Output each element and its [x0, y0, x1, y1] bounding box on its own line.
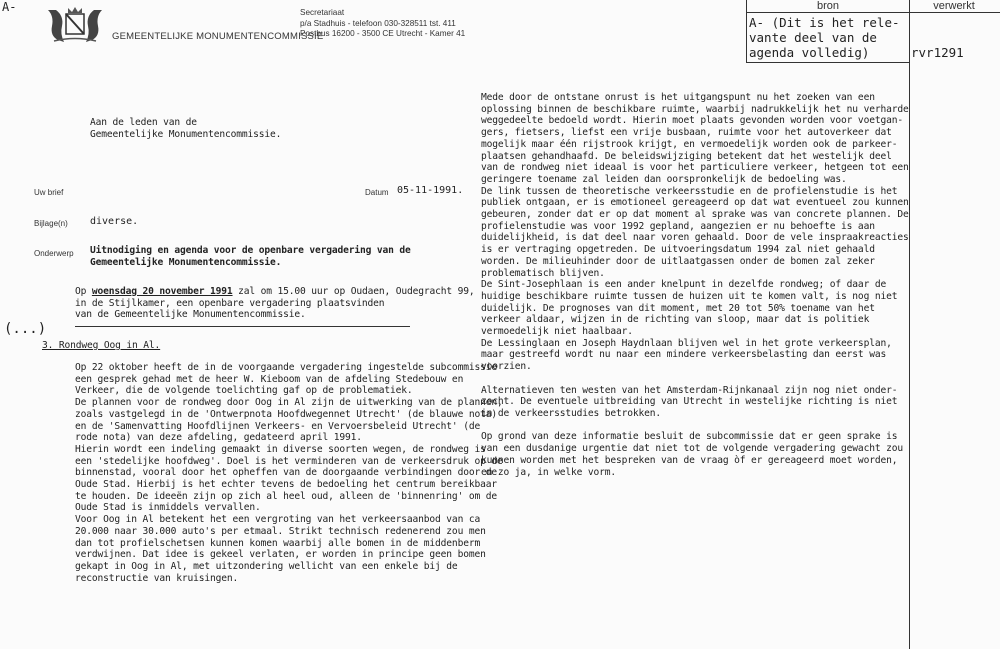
left-line: een 'stedelijke hoofdweg'. Doel is het verminderen van de verkeersdruk op de: [75, 455, 503, 467]
left-line: 20.000 naar 30.000 auto's per etmaal. Strikt technisch redenerend zou men: [75, 525, 486, 537]
grid-line: [746, 12, 1000, 13]
right-line: De Sint-Josephlaan is een ander knelpunt in dezelfde rondweg; of daar de: [481, 279, 887, 291]
right-line: geringere toename zal leiden dan oorspronkelijk de bedoeling was.: [481, 173, 847, 185]
address-line: p/a Stadhuis - telefoon 030-328511 tst. 411: [300, 18, 456, 28]
uw-brief-label: Uw brief: [34, 188, 64, 197]
letterhead-address: [300, 8, 465, 40]
right-line: van een dusdanige urgentie dat niet tot de volgende vergadering gewacht zou: [481, 443, 903, 455]
left-line: gekapt in Oog in Al, met uitzondering wellicht van een enkele bij de: [75, 560, 458, 572]
right-line: en zo ja, in welke vorm.: [481, 466, 617, 478]
right-line: De Lessinglaan en Joseph Haydnlaan blijven wel in het grote verkeersplan,: [481, 337, 892, 349]
left-line: en de 'Samenvatting Hoofdlijnen Verkeers- en Vervoersbeleid Utrecht' (de: [75, 420, 481, 432]
right-column: [481, 92, 909, 478]
right-line: Mede door de ontstane onrust is het uitgangspunt nu het zoeken van een: [481, 92, 875, 103]
right-line: [481, 420, 909, 432]
invitation-prefix: Op: [75, 286, 92, 297]
right-line: profielenstudie was voor 1992 gepland, aangezien er nu behoefte is aan: [481, 220, 875, 232]
address-line: Secretariaat: [300, 8, 345, 17]
right-line: Op grond van deze informatie besluit de subcommissie dat er geen sprake is: [481, 431, 898, 443]
organization-name: GEMEENTELIJKE MONUMENTENCOMMISSIE: [112, 31, 324, 42]
bron-note: [749, 15, 900, 60]
left-line: reconstructie van kruisingen.: [75, 572, 239, 584]
right-line: van de rondweg niet ideaal is voor het particuliere verkeer, hetgeen tot een: [481, 162, 909, 174]
addressee-line: Gemeentelijke Monumentencommissie.: [90, 128, 282, 140]
left-line: Voor Oog in Al betekent het een vergroting van het verkeersaanbod van ca: [75, 514, 481, 526]
invitation-suffix: zal om 15.00 uur op Oudaen, Oudegracht 99,: [232, 286, 475, 297]
verwerkt-code: rvr1291: [911, 45, 964, 60]
datum-value: 05-11-1991.: [397, 185, 464, 196]
right-line: publiek ontgaan, er is emotioneel gereageerd op dat wat eventueel zou kunnen: [481, 197, 909, 209]
bijlagen-value: diverse.: [90, 216, 139, 227]
separator-rule: [75, 326, 410, 327]
invitation-text: [75, 286, 474, 321]
left-line: binnenstad, vooral door het opheffen van de doorgaande verbindingen door de: [75, 467, 497, 479]
left-line: Verkeer, die de volgende toelichting gaf op de problematiek.: [75, 385, 413, 397]
bron-line: agenda volledig): [749, 45, 870, 60]
right-line: gers, fietsers, liefst een vrije busbaan, ruimte voor het autoverkeer dat: [481, 127, 892, 139]
left-line: rode nota) van deze afdeling, gedateerd april 1991.: [75, 432, 362, 444]
bron-header: bron: [816, 0, 840, 12]
left-line: verdwijnen. Dat idee is gekeel verlaten, er worden in principe geen bomen: [75, 549, 486, 561]
right-line: [481, 373, 909, 385]
datum-label: Datum: [365, 188, 389, 197]
meeting-date: woensdag 20 november 1991: [91, 286, 233, 297]
bron-line: A- (Dit is het rele-: [749, 15, 900, 30]
left-line: te houden. De ideeën zijn op zich al heel oud, alleen de 'binnenring' om de: [75, 490, 497, 502]
left-line: Oude Stad. Hierbij is het echter tevens de bedoeling het centrum bereikbaar: [75, 479, 497, 491]
invitation-line: in de Stijlkamer, een openbare vergadering plaatsvinden: [75, 297, 385, 309]
left-line: een gesprek gehad met de heer W. Kieboom van de afdeling Stedebouw en: [75, 373, 464, 385]
invitation-line: van de Gemeentelijke Monumentencommissie.: [75, 309, 306, 321]
right-line: plaatsen gehandhaafd. De beleidswijziging betekent dat het westelijk deel: [481, 150, 892, 162]
right-line: worden. De milieuhinder door de uitlaatgassen onder de bomen zal zeker: [481, 255, 875, 267]
margin-mark-top: A-: [2, 0, 17, 14]
left-line: De plannen voor de rondweg door Oog in Al zijn de uitwerking van de plannen,: [75, 397, 503, 409]
right-line: duidelijkheid, is dat deel naar voren gehaald. Door de vele inspraakreacties: [481, 232, 909, 244]
left-column: [75, 362, 503, 584]
addressee: [90, 117, 281, 140]
left-line: zoals vastgelegd in de 'Ontwerpnota Hoofdwegennet Utrecht' (de blauwe nota): [75, 408, 497, 420]
grid-line: [746, 0, 747, 62]
right-line: kunnen worden met het bespreken van de vraag òf er gereageerd moet worden,: [481, 454, 898, 466]
right-line: De link tussen de theoretische verkeersstudie en de profielenstudie is het: [481, 185, 898, 197]
invitation-line: [75, 286, 474, 298]
right-line: weggedeelte bedoeld wordt. Hierin moet plaats gevonden worden voor voetgan-: [481, 115, 903, 127]
right-line: vermoedelijk niet haalbaar.: [481, 326, 633, 338]
right-line: problematisch blijven.: [481, 267, 605, 279]
right-line: oplossing binnen de beschikbare ruimte, waarbij nadrukkelijk het nu verharde: [481, 103, 909, 115]
right-line: Alternatieven ten westen van het Amsterdam-Rijnkanaal zijn nog niet onder-: [481, 384, 898, 396]
omission-mark: (...): [4, 321, 47, 337]
bijlagen-label: Bijlage(n): [34, 219, 68, 228]
right-line: mogelijk maar één rijstrook krijgt, en vermoedelijk worden ook de parkeer-: [481, 138, 898, 150]
grid-line: [746, 62, 910, 63]
right-line: maar gestreefd wordt nu naar een mindere verkeersbelasting dan eerst was: [481, 349, 887, 361]
onderwerp-label: Onderwerp: [34, 249, 74, 258]
address-line: Postbus 16200 - 3500 CE Utrecht - Kamer 41: [300, 29, 466, 38]
right-line: verkeer aldaar, wijzen in de richting van sloop, maar dat is politiek: [481, 314, 870, 326]
left-line: Oude Stad is inmiddels vervallen.: [75, 502, 261, 514]
left-line: Hierin wordt een indeling gemaakt in diverse soorten wegen, de rondweg is: [75, 443, 486, 455]
left-line: Op 22 oktober heeft de in de voorgaande vergadering ingestelde subcommissie: [75, 362, 497, 373]
verwerkt-header: verwerkt: [933, 0, 975, 12]
right-line: in de verkeersstudies betrokken.: [481, 407, 662, 419]
right-line: duidelijk. De prognoses van dit moment, met 20 tot 50% toename van het: [481, 302, 875, 314]
grid-line: [909, 0, 910, 649]
coat-of-arms-logo: [44, 6, 106, 44]
right-line: gebeuren, zonder dat er op dat moment al sprake was van concrete plannen. De: [481, 209, 909, 221]
right-line: zocht. De eventuele uitbreiding van Utrecht in westelijke richting is niet: [481, 396, 898, 408]
onderwerp-line: Uitnodiging en agenda voor de openbare vergadering van de: [90, 245, 411, 256]
onderwerp-value: [90, 245, 411, 268]
onderwerp-line: Gemeentelijke Monumentencommissie.: [90, 256, 282, 268]
right-line: is er vertraging opgetreden. De uitvoeringsdatum 1994 zal niet gehaald: [481, 244, 875, 256]
bron-line: vante deel van de: [749, 30, 877, 45]
right-line: voorzien.: [481, 361, 532, 373]
section-heading: 3. Rondweg Oog in Al.: [42, 340, 161, 351]
left-line: dan tot profielschetsen kunnen komen waarbij alle bomen in de middenberm: [75, 537, 481, 549]
right-line: huidige beschikbare ruimte tussen de huizen uit te komen valt, is nog niet: [481, 290, 898, 302]
addressee-line: Aan de leden van de: [90, 117, 197, 128]
